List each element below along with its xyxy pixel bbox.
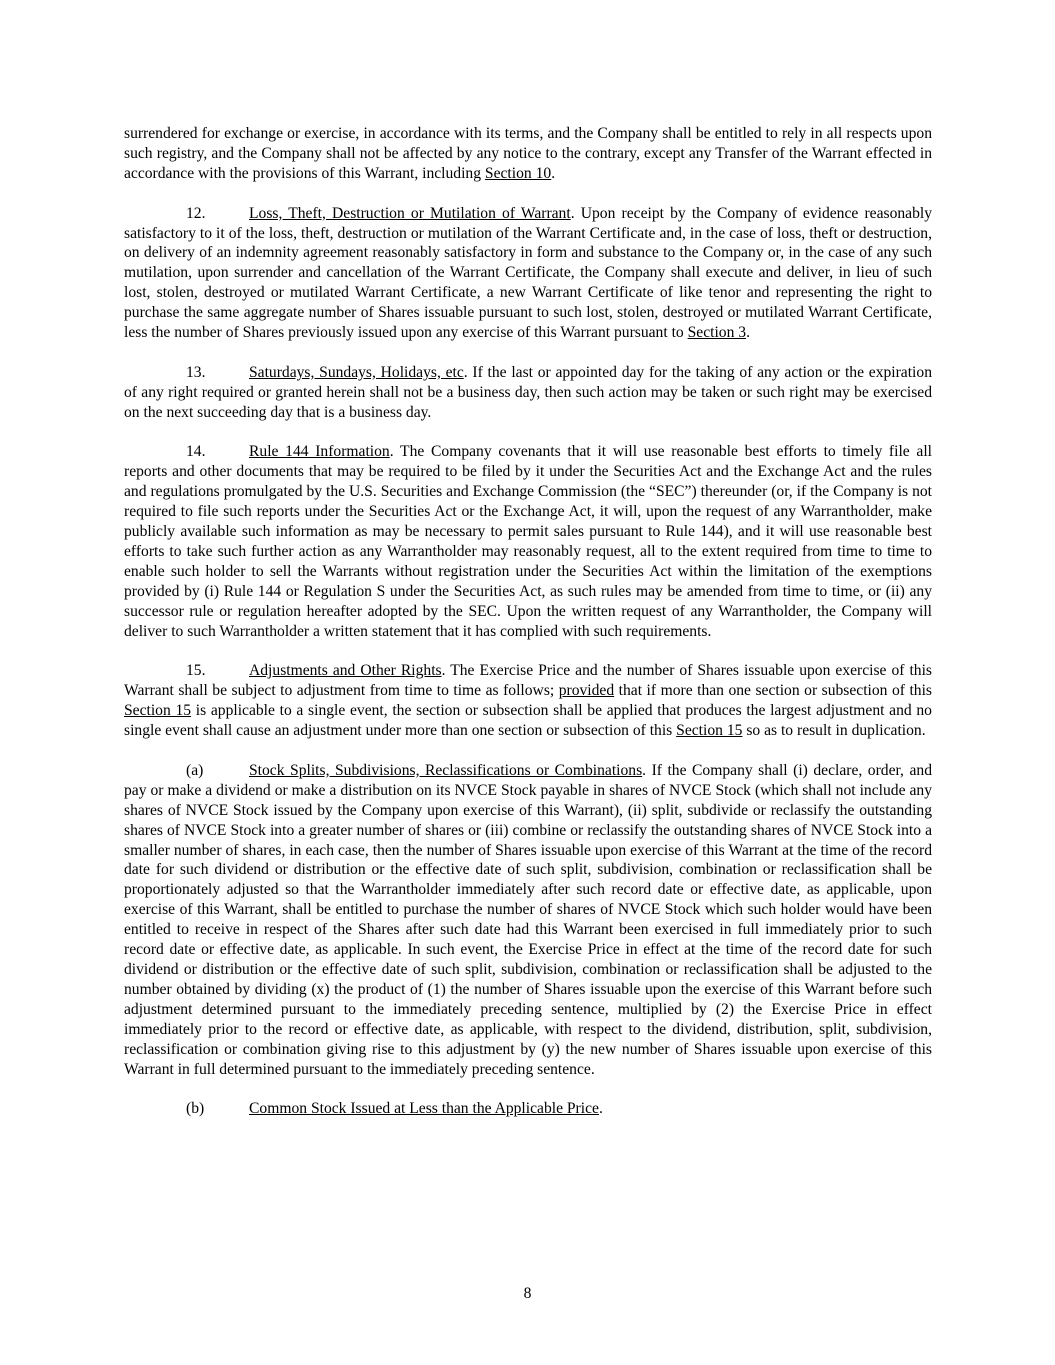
section-13-paragraph (124, 363, 932, 423)
section-15-reference-1: Section 15 (124, 702, 192, 720)
section-15a-heading: Stock Splits, Subdivisions, Reclassifications or Combinations (249, 761, 643, 779)
section-12-body: . Upon receipt by the Company of evidence reasonably satisfactory to it of the loss, theft, destruction or mutilation of the Warrant Certificate and, in the case of loss, theft or destruction, on delivery of an indemnity agreement reasonably satisfactory in form and substance to the Company or, in the case of any such mutilation, upon surrender and cancellation of the Warrant Certificate, the Company shall execute and deliver, in lieu of such lost, stolen, destroyed or mutilated Warrant Certificate, a new Warrant Certificate of like tenor and representing the right to purchase the same aggregate number of Shares issuable pursuant to such lost, stolen, destroyed or mutilated Warrant Certificate, less the number of Shares previously issued upon any exercise of this Warrant pursuant to (124, 204, 933, 342)
section-15-number: 15. (186, 662, 206, 680)
section-10-reference: Section 10 (484, 164, 552, 182)
section-3-reference: Section 3 (687, 324, 747, 342)
section-15-reference-2: Section 15 (676, 722, 743, 740)
section-15-body-3: is applicable to a single event, the section or subsection shall be applied that produces the largest adjustment and no single event shall cause an adjustment under more than one section or subsection of this (124, 702, 932, 740)
section-12-paragraph (124, 204, 932, 343)
page-body (124, 124, 932, 1139)
section-14-number: 14. (186, 443, 206, 461)
section-15b-number: (b) (186, 1100, 205, 1118)
section-13-body: . If the last or appointed day for the taking of any action or the expiration of any right required or granted herein shall not be a business day, then such action may be taken or such right may be exercised on the next succeeding day that is a business day. (124, 363, 932, 421)
section-13-number: 13. (186, 363, 206, 381)
section-15a-number: (a) (186, 761, 204, 779)
continuation-paragraph (124, 124, 932, 184)
section-13-heading: Saturdays, Sundays, Holidays, etc (249, 363, 464, 381)
section-15-heading: Adjustments and Other Rights (249, 662, 442, 680)
section-15-paragraph (124, 661, 932, 741)
section-15a-paragraph (124, 761, 932, 1080)
section-15-body-2: that if more than one section or subsection of this (614, 682, 932, 700)
section-12-end: . (746, 324, 750, 342)
section-15b-end: . (598, 1100, 603, 1118)
section-14-paragraph (124, 442, 932, 641)
section-15a-body: . If the Company shall (i) declare, order, and pay or make a dividend or make a distribution on its NVCE Stock payable in shares of NVCE Stock (which shall not include any shares of NVCE Stock issued by the Company upon exercise of this Warrant), (ii) split, subdivide or reclassify the outstanding shares of NVCE Stock into a greater number of shares or (iii) combine or reclassify the outstanding shares of NVCE Stock into a smaller number of shares, in each case, then the number of Shares issuable upon exercise of this Warrant at the time of the record date for such dividend or distribution or the effective date of such split, subdivision, combination or reclassification shall be proportionately adjusted so that the Warrantholder immediately after such record date or effective date, as applicable, upon exercise of this Warrant, shall be entitled to purchase the number of shares of NVCE Stock which such holder would have been entitled to receive in respect of the Shares after such date had this Warrant been exercised in full immediately prior to such record date or effective date, as applicable. In such event, the Exercise Price in effect at the time of the record date for such dividend or distribution or the effective date of such split, subdivision, combination or reclassification shall be adjusted to the number obtained by dividing (x) the product of (1) the number of Shares issuable upon the exercise of this Warrant before such adjustment determined pursuant to the immediately preceding sentence, multiplied by (2) the Exercise Price in effect immediately prior to the record or effective date, as applicable, with respect to the dividend, distribution, split, subdivision, reclassification or combination giving rise to this adjustment by (y) the new number of Shares issuable upon exercise of this Warrant in full determined pursuant to the immediately preceding sentence. (124, 761, 932, 1078)
section-14-heading: Rule 144 Information (249, 443, 390, 461)
section-15b-paragraph (124, 1099, 932, 1119)
section-12-heading: Loss, Theft, Destruction or Mutilation of Warrant (249, 204, 571, 222)
section-15-end: so as to result in duplication. (742, 722, 926, 740)
continuation-text: surrendered for exchange or exercise, in accordance with its terms, and the Company shall be entitled to rely in all respects upon such registry, and the Company shall not be affected by any notice to the contrary, except any Transfer of the Warrant effected in accordance with the provisions of this Warrant, including (124, 125, 932, 182)
section-15-body-1: . The Exercise Price and the number of Shares issuable upon exercise of this Warrant shall be subject to adjustment from time to time as follows; (124, 662, 932, 700)
section-15b-heading: Common Stock Issued at Less than the Applicable Price (249, 1100, 599, 1118)
section-12-number: 12. (186, 204, 206, 222)
continuation-end: . (551, 164, 556, 182)
provided-term: provided (558, 682, 615, 700)
section-14-body: . The Company covenants that it will use reasonable best efforts to timely file all reports and other documents that may be required to be filed by it under the Securities Act and the Exchange Act and the rules and regulations promulgated by the U.S. Securities and Exchange Commission (the “SEC”) thereunder (or, if the Company is not required to file such reports under the Securities Act or the Exchange Act, it will, upon the request of any Warrantholder, make publicly available such information as may be necessary to permit sales pursuant to Rule 144), and it will use reasonable best efforts to take such further action as any Warrantholder may reasonably request, all to the extent required from time to time to enable such holder to sell the Warrants without registration under the Securities Act within the limitation of the exemptions provided by (i) Rule 144 or Regulation S under the Securities Act, as such rules may be amended from time to time, or (ii) any successor rule or regulation hereafter adopted by the SEC. Upon the written request of any Warrantholder, the Company will deliver to such Warrantholder a written statement that it has complied with such requirements. (124, 443, 932, 640)
page-number: 8 (523, 1285, 532, 1302)
